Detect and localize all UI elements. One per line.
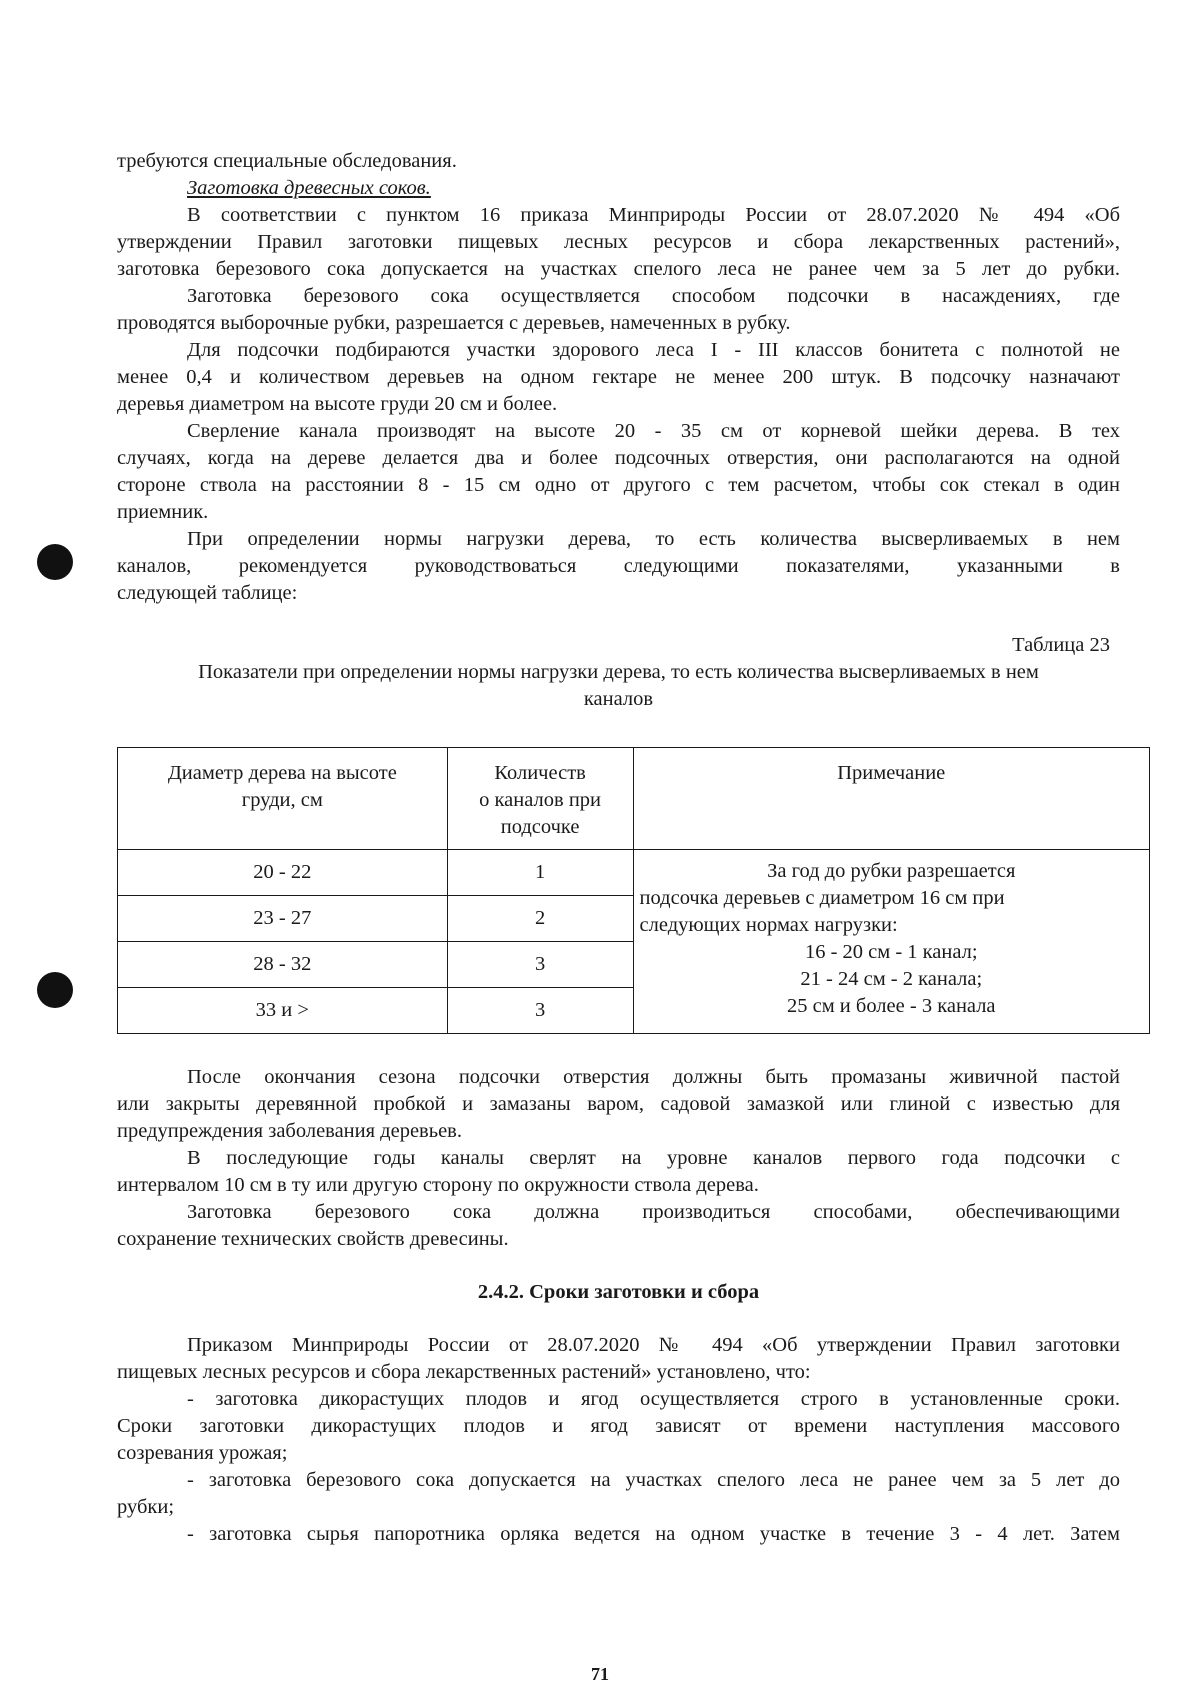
text-line: случаях, когда на дереве делается два и более подсочных отверстия, они располагаются на одной [117,447,1120,469]
header-count: Количеств о каналов при подсочке [447,748,633,850]
text-line: Сроки заготовки дикорастущих плодов и ягод зависят от времени наступления массового [117,1415,1120,1437]
table-caption-block [117,632,1120,713]
text-line: деревья диаметром на высоте груди 20 см и более. [117,393,558,415]
cell-diameter: 28 - 32 [118,942,448,988]
text-line: После окончания сезона подсочки отверстия должны быть промазаны живичной пастой [187,1066,1120,1088]
text-line: стороне ствола на расстоянии 8 - 15 см одно от другого с тем расчетом, чтобы сок стекал в один [117,474,1120,496]
table-row [118,850,1150,896]
section-heading: 2.4.2. Сроки заготовки и сбора [477,1281,760,1303]
text-line: утверждении Правил заготовки пищевых лесных ресурсов и сбора лекарственных растений», [117,231,1120,253]
cell-note: За год до рубки разрешается подсочка деревьев с диаметром 16 см при следующих нормах нагрузки: 16 - 20 см - 1 канал; 21 - 24 см - 2 канала; 25 см и более - 3 канала [633,850,1149,1034]
cell-diameter: 33 и > [118,988,448,1034]
text-line: рубки; [117,1496,175,1518]
punch-hole-top [37,544,73,580]
text-line: или закрыты деревянной пробкой и замазаны варом, садовой замазкой или глиной с известью для [117,1093,1120,1115]
punch-hole-bottom [37,972,73,1008]
page-content [117,148,1120,1548]
text-line: приемник. [117,501,209,523]
text-line: созревания урожая; [117,1442,288,1464]
cell-count: 3 [447,988,633,1034]
cell-count: 3 [447,942,633,988]
header-diameter: Диаметр дерева на высоте груди, см [118,748,448,850]
text-line: В последующие годы каналы сверлят на уровне каналов первого года подсочки с [187,1147,1120,1169]
table-label: Таблица 23 [1012,634,1110,656]
table-23 [117,747,1150,1034]
text-line: Сверление канала производят на высоте 20 - 35 см от корневой шейки дерева. В тех [187,420,1120,442]
cell-count: 1 [447,850,633,896]
cell-count: 2 [447,896,633,942]
cell-diameter: 23 - 27 [118,896,448,942]
text-line: следующей таблице: [117,582,298,604]
text-line: предупреждения заболевания деревьев. [117,1120,462,1142]
text-line: сохранение технических свойств древесины. [117,1228,509,1250]
text-line: Для подсочки подбираются участки здорового леса I - III классов бонитета с полнотой не [187,339,1120,361]
text-line: проводятся выборочные рубки, разрешается с деревьев, намеченных в рубку. [117,312,791,334]
subsection-title: Заготовка древесных соков. [187,177,431,199]
table-header-row [118,748,1150,850]
text-line: интервалом 10 см в ту или другую сторону по окружности ствола дерева. [117,1174,759,1196]
table-caption: каналов [583,688,654,710]
text-line: При определении нормы нагрузки дерева, то есть количества высверливаемых в нем [187,528,1120,550]
text-line: Заготовка березового сока осуществляется способом подсочки в насаждениях, где [187,285,1120,307]
text-line: - заготовка дикорастущих плодов и ягод осуществляется строго в установленные сроки. [187,1388,1120,1410]
text-line: - заготовка березового сока допускается на участках спелого леса не ранее чем за 5 лет до [187,1469,1120,1491]
text-line: требуются специальные обследования. [117,150,457,172]
text-line: каналов, рекомендуется руководствоваться следующими показателями, указанными в [117,555,1120,577]
text-line: менее 0,4 и количеством деревьев на одном гектаре не менее 200 штук. В подсочку назначают [117,366,1120,388]
text-line: пищевых лесных ресурсов и сбора лекарственных растений» установлено, что: [117,1361,811,1383]
text-line: Заготовка березового сока должна производиться способами, обеспечивающими [187,1201,1120,1223]
text-line: заготовка березового сока допускается на участках спелого леса не ранее чем за 5 лет до рубки. [117,258,1120,280]
header-note: Примечание [633,748,1149,850]
text-line: - заготовка сырья папоротника орляка ведется на одном участке в течение 3 - 4 лет. Затем [187,1523,1120,1545]
text-line: Приказом Минприроды России от 28.07.2020 № 494 «Об утверждении Правил заготовки [187,1334,1120,1356]
text-line: В соответствии с пунктом 16 приказа Минприроды России от 28.07.2020 № 494 «Об [187,204,1120,226]
cell-diameter: 20 - 22 [118,850,448,896]
table-caption: Показатели при определении нормы нагрузки дерева, то есть количества высверливаемых в нем [198,661,1039,683]
page-number: 71 [591,1664,609,1684]
